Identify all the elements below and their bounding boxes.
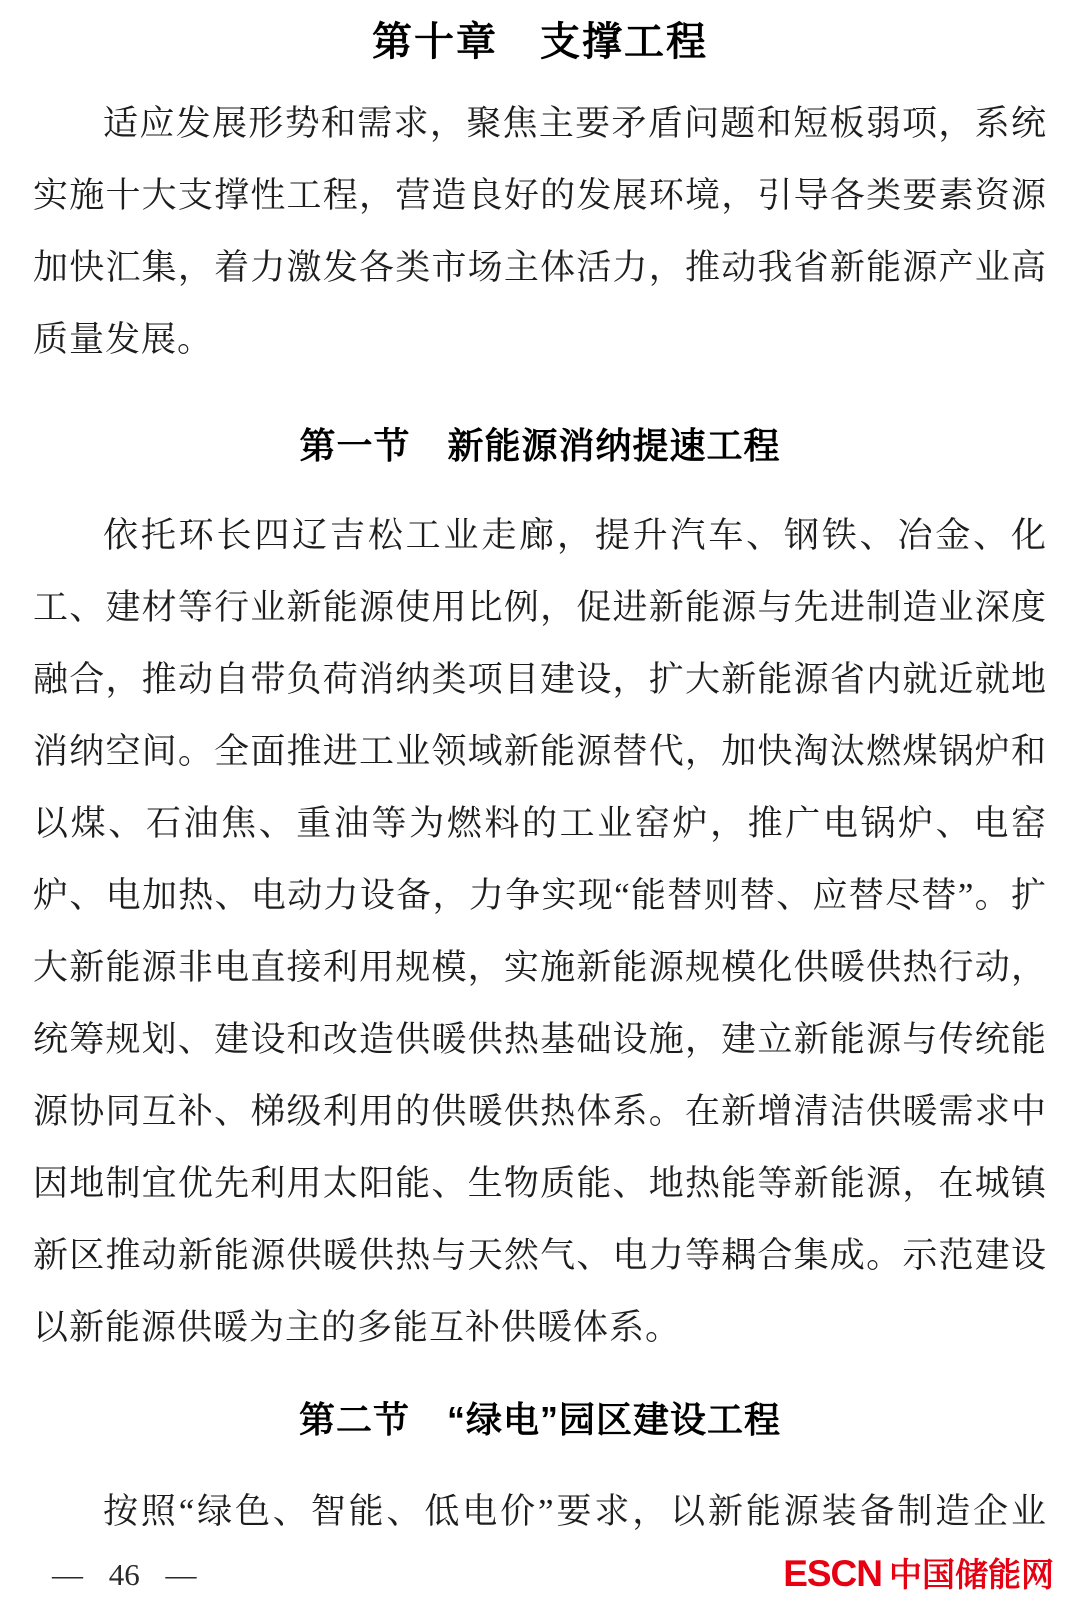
section-1-heading: 第一节 新能源消纳提速工程	[299, 425, 781, 466]
page-number: — 46 —	[52, 1557, 197, 1592]
section-2-paragraph: 按照“绿色、智能、低电价”要求，以新能源装备制造企业	[103, 1492, 1047, 1531]
escn-logo	[783, 1555, 1054, 1592]
section-2-heading: 第二节 “绿电”园区建设工程	[298, 1399, 781, 1440]
chapter-title: 第十章 支撑工程	[372, 19, 708, 64]
escn-logo-cn-text: 中国储能网	[889, 1556, 1054, 1593]
escn-logo-en-text: ESCN	[783, 1553, 882, 1594]
section-1-paragraph: 依托环长四辽吉松工业走廊，提升汽车、钢铁、冶金、化工、建材等行业新能源使用比例，促进新能源与先进制造业深度融合，推动自带负荷消纳类项目建设，扩大新能源省内就近就地消纳空间。全面推进工业领域新能源替代，加快淘汰燃煤锅炉和以煤、石油焦、重油等为燃料的工业窑炉，推广电锅炉、电窑炉、电加热、电动力设备，力争实现“能替则替、应替尽替”。扩大新能源非电直接利用规模，实施新能源规模化供暖供热行动，统筹规划、建设和改造供暖供热基础设施，建立新能源与传统能源协同互补、梯级利用的供暖供热体系。在新增清洁供暖需求中因地制宜优先利用太阳能、生物质能、地热能等新能源，在城镇新区推动新能源供暖供热与天然气、电力等耦合集成。示范建设以新能源供暖为主的多能互补供暖体系。	[33, 516, 1047, 1347]
intro-paragraph: 适应发展形势和需求，聚焦主要矛盾问题和短板弱项，系统实施十大支撑性工程，营造良好的发展环境，引导各类要素资源加快汇集，着力激发各类市场主体活力，推动我省新能源产业高质量发展。	[33, 104, 1047, 359]
